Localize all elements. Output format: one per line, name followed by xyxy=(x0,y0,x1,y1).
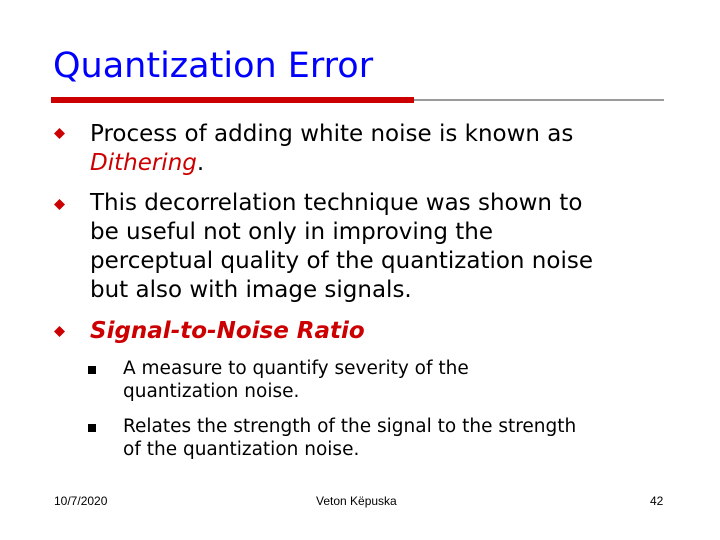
sub-bullet-text-line: Relates the strength of the signal to the strength xyxy=(123,416,577,437)
diamond-bullet-icon xyxy=(54,199,65,210)
bullet-snr-heading xyxy=(90,317,365,346)
bullet-text-line: be useful not only in improving the xyxy=(90,219,494,245)
footer-date: 10/7/2020 xyxy=(54,494,108,508)
bullet-text-line: This decorrelation technique was shown to xyxy=(90,190,583,216)
title-underline-accent xyxy=(51,97,414,103)
bullet-text-line xyxy=(90,149,573,178)
square-bullet-icon xyxy=(88,366,96,374)
bullet-text-line: but also with image signals. xyxy=(90,277,412,303)
sub-bullet-relates xyxy=(123,415,576,461)
bullet-decorrelation xyxy=(90,189,593,305)
diamond-bullet-icon xyxy=(54,326,65,337)
slide-title: Quantization Error xyxy=(53,46,374,86)
bullet-text-line: Process of adding white noise is known as xyxy=(90,121,574,147)
bullet-text-line: perceptual quality of the quantization noise xyxy=(90,248,593,274)
sub-bullet-text-line: A measure to quantify severity of the xyxy=(123,358,469,379)
square-bullet-icon xyxy=(88,424,96,432)
sub-bullet-text-line: quantization noise. xyxy=(123,381,300,402)
snr-heading: Signal-to-Noise Ratio xyxy=(90,318,365,344)
diamond-bullet-icon xyxy=(54,128,65,139)
footer-page-number: 42 xyxy=(650,494,664,508)
sub-bullet-measure xyxy=(123,357,469,403)
bullet-dithering xyxy=(90,120,573,178)
dithering-term: Dithering xyxy=(90,150,197,176)
title-underline-thin xyxy=(414,99,664,101)
bullet-punctuation: . xyxy=(196,150,205,176)
sub-bullet-text-line: of the quantization noise. xyxy=(123,439,360,460)
footer-author: Veton Këpuska xyxy=(316,494,397,508)
